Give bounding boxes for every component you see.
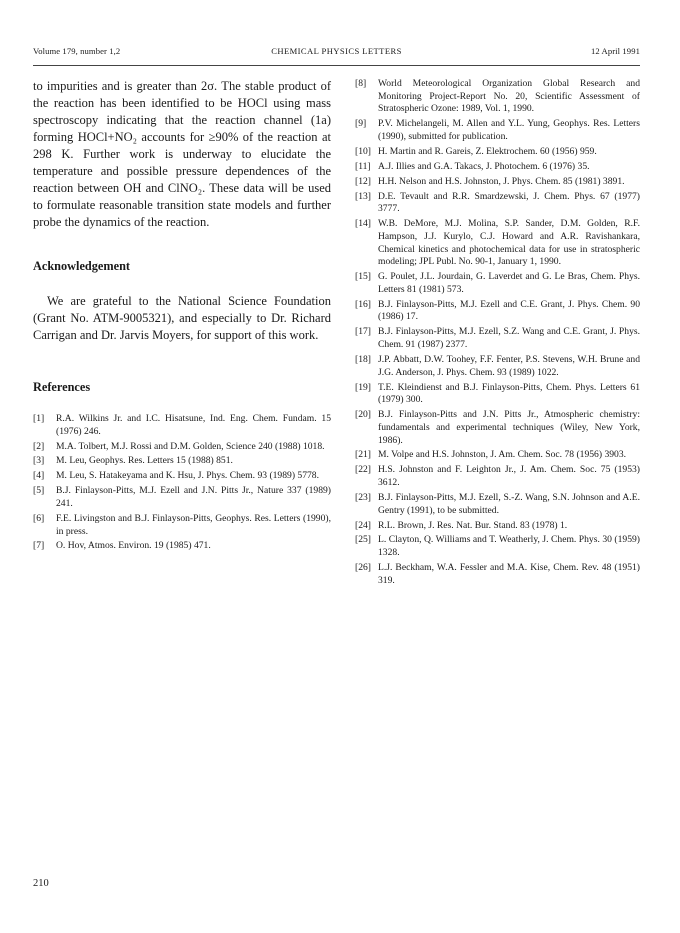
reference-text: World Meteorological Organization Global Research and Monitoring Project-Report No. 20, Scientific Assessment of Stratospheric Ozone: 1989, Vol. 1, 1990. [378, 78, 640, 115]
reference-number: [3] [33, 455, 45, 467]
reference-item [33, 540, 331, 553]
reference-number: [7] [33, 540, 45, 552]
reference-text: R.L. Brown, J. Res. Nat. Bur. Stand. 83 (1978) 1. [378, 519, 568, 531]
reference-text: M. Leu, S. Hatakeyama and K. Hsu, J. Phys. Chem. 93 (1989) 5778. [56, 470, 319, 482]
reference-item [355, 534, 640, 559]
left-column [33, 78, 331, 555]
running-header [33, 46, 640, 60]
reference-item [355, 326, 640, 351]
reference-number: [5] [33, 485, 45, 497]
reference-text: P.V. Michelangeli, M. Allen and Y.L. Yung, Geophys. Res. Letters (1990), submitted for publication. [378, 118, 640, 142]
reference-number: [23] [355, 491, 371, 503]
reference-number: [26] [355, 561, 371, 573]
reference-text: M. Volpe and H.S. Johnston, J. Am. Chem. Soc. 78 (1956) 3903. [378, 449, 627, 461]
reference-text: L.J. Beckham, W.A. Fessler and M.A. Kise, Chem. Rev. 48 (1951) 319. [378, 561, 640, 586]
reference-number: [18] [355, 353, 371, 365]
reference-item [355, 146, 640, 159]
reference-number: [12] [355, 175, 371, 187]
reference-text: G. Poulet, J.L. Jourdain, G. Laverdet and G. Le Bras, Chem. Phys. Letters 81 (1981) 573. [378, 271, 640, 295]
reference-item [33, 470, 331, 483]
reference-item [355, 299, 640, 324]
reference-item [355, 382, 640, 407]
reference-item [355, 354, 640, 379]
intro-paragraph [33, 78, 331, 231]
reference-text: R.A. Wilkins Jr. and I.C. Hisatsune, Ind. Eng. Chem. Fundam. 15 (1976) 246. [56, 413, 331, 437]
reference-item [355, 492, 640, 517]
reference-number: [1] [33, 413, 45, 424]
reference-number: [6] [33, 512, 45, 524]
header-rule [33, 65, 640, 66]
reference-text: B.J. Finlayson-Pitts, M.J. Ezell, S.Z. Wang and C.E. Grant, J. Phys. Chem. 91 (1987) 2377. [378, 326, 640, 351]
reference-item [355, 176, 640, 189]
reference-text: T.E. Kleindienst and B.J. Finlayson-Pitts, Chem. Phys. Letters 61 (1979) 300. [378, 381, 640, 406]
reference-number: [13] [355, 190, 371, 202]
reference-item [355, 118, 640, 143]
acknowledgement-heading: Acknowledgement [33, 259, 131, 273]
issue-date: 12 April 1991 [590, 46, 640, 56]
volume-label: Volume 179, number 1,2 [33, 46, 121, 56]
reference-item [355, 161, 640, 174]
reference-text: B.J. Finlayson-Pitts, M.J. Ezell and J.N. Pitts Jr., Nature 337 (1989) 241. [56, 485, 331, 509]
acknowledgement-text: We are grateful to the National Science Foundation (Grant No. ATM-9005321), and especially to Dr. Richard Carrigan and Dr. Jarvis Moyers, for support of this work. [33, 294, 331, 342]
reference-item [355, 78, 640, 116]
reference-number: [8] [355, 78, 367, 89]
reference-text: J.P. Abbatt, D.W. Toohey, F.F. Fenter, P.S. Stevens, W.H. Brune and J.G. Anderson, J. Phys. Chem. 93 (1989) 1022. [378, 353, 640, 378]
reference-number: [17] [355, 326, 371, 338]
reference-number: [9] [355, 118, 367, 130]
reference-text: M.A. Tolbert, M.J. Rossi and D.M. Golden, Science 240 (1988) 1018. [56, 440, 325, 452]
reference-text: H.S. Johnston and F. Leighton Jr., J. Am. Chem. Soc. 75 (1953) 3612. [378, 464, 640, 489]
reference-number: [21] [355, 449, 371, 461]
references-heading: References [33, 380, 91, 394]
reference-number: [20] [355, 409, 371, 421]
reference-number: [25] [355, 534, 371, 546]
right-column [355, 78, 640, 590]
reference-text: B.J. Finlayson-Pitts and J.N. Pitts Jr., Atmospheric chemistry: fundamentals and experimental techniques (Wiley, New York, 1986). [378, 409, 640, 446]
journal-title: CHEMICAL PHYSICS LETTERS [271, 46, 402, 56]
reference-text: H. Martin and R. Gareis, Z. Elektrochem. 60 (1956) 959. [378, 145, 597, 157]
reference-text: F.E. Livingston and B.J. Finlayson-Pitts, Geophys. Res. Letters (1990), in press. [56, 512, 331, 537]
reference-item [355, 449, 640, 462]
reference-text: D.E. Tevault and R.R. Smardzewski, J. Chem. Phys. 67 (1977) 3777. [378, 190, 640, 215]
reference-item [355, 464, 640, 489]
reference-number: [2] [33, 440, 45, 452]
reference-item [355, 218, 640, 269]
reference-text: M. Leu, Geophys. Res. Letters 15 (1988) 851. [56, 455, 233, 467]
reference-number: [10] [355, 145, 371, 157]
page-number: 210 [33, 878, 49, 889]
reference-text: A.J. Illies and G.A. Takacs, J. Photochem. 6 (1976) 35. [378, 160, 590, 172]
reference-text: B.J. Finlayson-Pitts, M.J. Ezell, S.-Z. Wang, S.N. Johnson and A.E. Gentry (1991), to be submitted. [378, 491, 640, 516]
reference-list-left [33, 413, 331, 553]
reference-number: [14] [355, 218, 371, 230]
reference-item [33, 485, 331, 510]
reference-number: [15] [355, 271, 371, 283]
reference-number: [24] [355, 519, 371, 531]
reference-number: [4] [33, 470, 45, 482]
reference-text: H.H. Nelson and H.S. Johnston, J. Phys. Chem. 85 (1981) 3891. [378, 175, 625, 187]
reference-number: [16] [355, 298, 371, 310]
reference-item [33, 413, 331, 438]
reference-item [33, 513, 331, 538]
reference-item [355, 520, 640, 533]
reference-number: [11] [355, 160, 371, 172]
reference-number: [22] [355, 464, 371, 476]
reference-item [33, 455, 331, 468]
reference-text: O. Hov, Atmos. Environ. 19 (1985) 471. [56, 540, 211, 552]
intro-paragraph-text: to impurities and is greater than 2σ. The stable product of the reaction has been identified to be HOCl using mass spectroscopy indicating that the reaction channel (1a) forming HOCl+NO₂ accounts for ≥90% of the reaction at 298 K. Further work is underway to elucidate the temperature and possible pressure dependences of the reaction between OH and ClNO₂. These data will be used to formulate reasonable transition state models and further probe the dynamics of the reaction. [33, 79, 331, 229]
reference-item [355, 562, 640, 587]
reference-text: B.J. Finlayson-Pitts, M.J. Ezell and C.E. Grant, J. Phys. Chem. 90 (1986) 17. [378, 298, 640, 323]
reference-item [33, 441, 331, 454]
reference-text: L. Clayton, Q. Williams and T. Weatherly, J. Chem. Phys. 30 (1959) 1328. [378, 534, 640, 559]
reference-list-right [355, 78, 640, 587]
reference-item [355, 409, 640, 447]
reference-item [355, 271, 640, 296]
reference-text: W.B. DeMore, M.J. Molina, S.P. Sander, D.M. Golden, R.F. Hampson, J.J. Kurylo, C.J. Howard and A.R. Ravishankara, Chemical kinetics and photochemical data for use in stratospheric modeling; JPL Publ. No. 90-1, January 1, 1990. [378, 218, 640, 268]
reference-number: [19] [355, 381, 371, 393]
reference-item [355, 191, 640, 216]
